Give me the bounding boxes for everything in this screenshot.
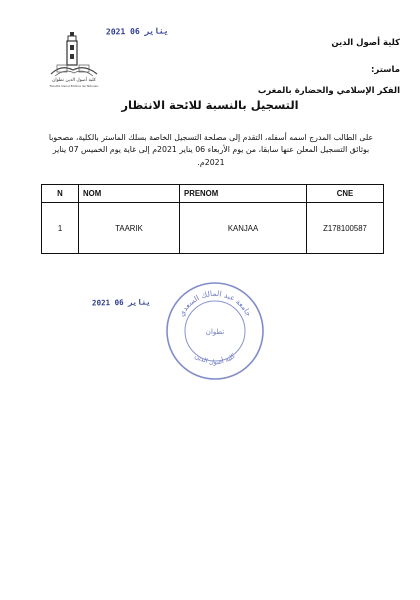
table-header-row <box>42 185 384 203</box>
seal-text-outer: جامعة عبد المالك السعدي <box>176 288 254 318</box>
cell-nom: TAARIK <box>79 203 180 254</box>
logo-text-french: Faculté Osoul Eddine de Tétouan <box>49 83 99 88</box>
minaret-logo-icon <box>49 30 99 78</box>
header-prenom: PRENOM <box>180 185 307 203</box>
svg-text:جامعة عبد المالك السعدي <box>177 289 254 318</box>
seal-text-center: تطوان <box>205 328 225 336</box>
official-seal <box>162 278 268 384</box>
date-stamp-top: 2021 يناير 06 <box>105 26 169 37</box>
cell-cne: Z178100587 <box>307 203 384 254</box>
date-stamp-bottom: 2021 يناير 06 <box>91 297 151 308</box>
seal-text-bottom: كلية أصول الدين <box>193 351 237 367</box>
page-title: التسجيل بالنسبة للائحة الانتظار <box>121 98 299 112</box>
intro-paragraph: على الطالب المدرج اسمه أسفله، التقدم إلى مصلحة التسجيل الخاصة بسلك الماستر بالكلية، مصحوبا بوثائق التسجيل المعلن عنها سابقا، من يوم الأربعاء 06 يناير 2021م إلى غاية يوم الخميس 07 يناير 2021م. <box>48 133 374 167</box>
faculty-logo <box>44 30 104 92</box>
registrants-table <box>41 184 384 254</box>
faculty-header <box>240 38 400 107</box>
header-nom: NOM <box>79 185 180 203</box>
seal-stamp-icon <box>162 278 268 384</box>
program-name: الفكر الإسلامي والحضارة بالمغرب <box>257 86 400 97</box>
header-cne: CNE <box>307 185 384 203</box>
masters-label: ماستر: <box>371 65 400 76</box>
faculty-name: كلية أصول الدين <box>331 38 400 48</box>
header-n: N <box>42 185 79 203</box>
table-row <box>42 203 384 254</box>
cell-n: 1 <box>42 203 79 254</box>
logo-text-arabic: كلية أصول الدين تطوان <box>52 78 96 83</box>
cell-prenom: KANJAA <box>180 203 307 254</box>
svg-text:كلية أصول الدين <box>193 351 237 366</box>
